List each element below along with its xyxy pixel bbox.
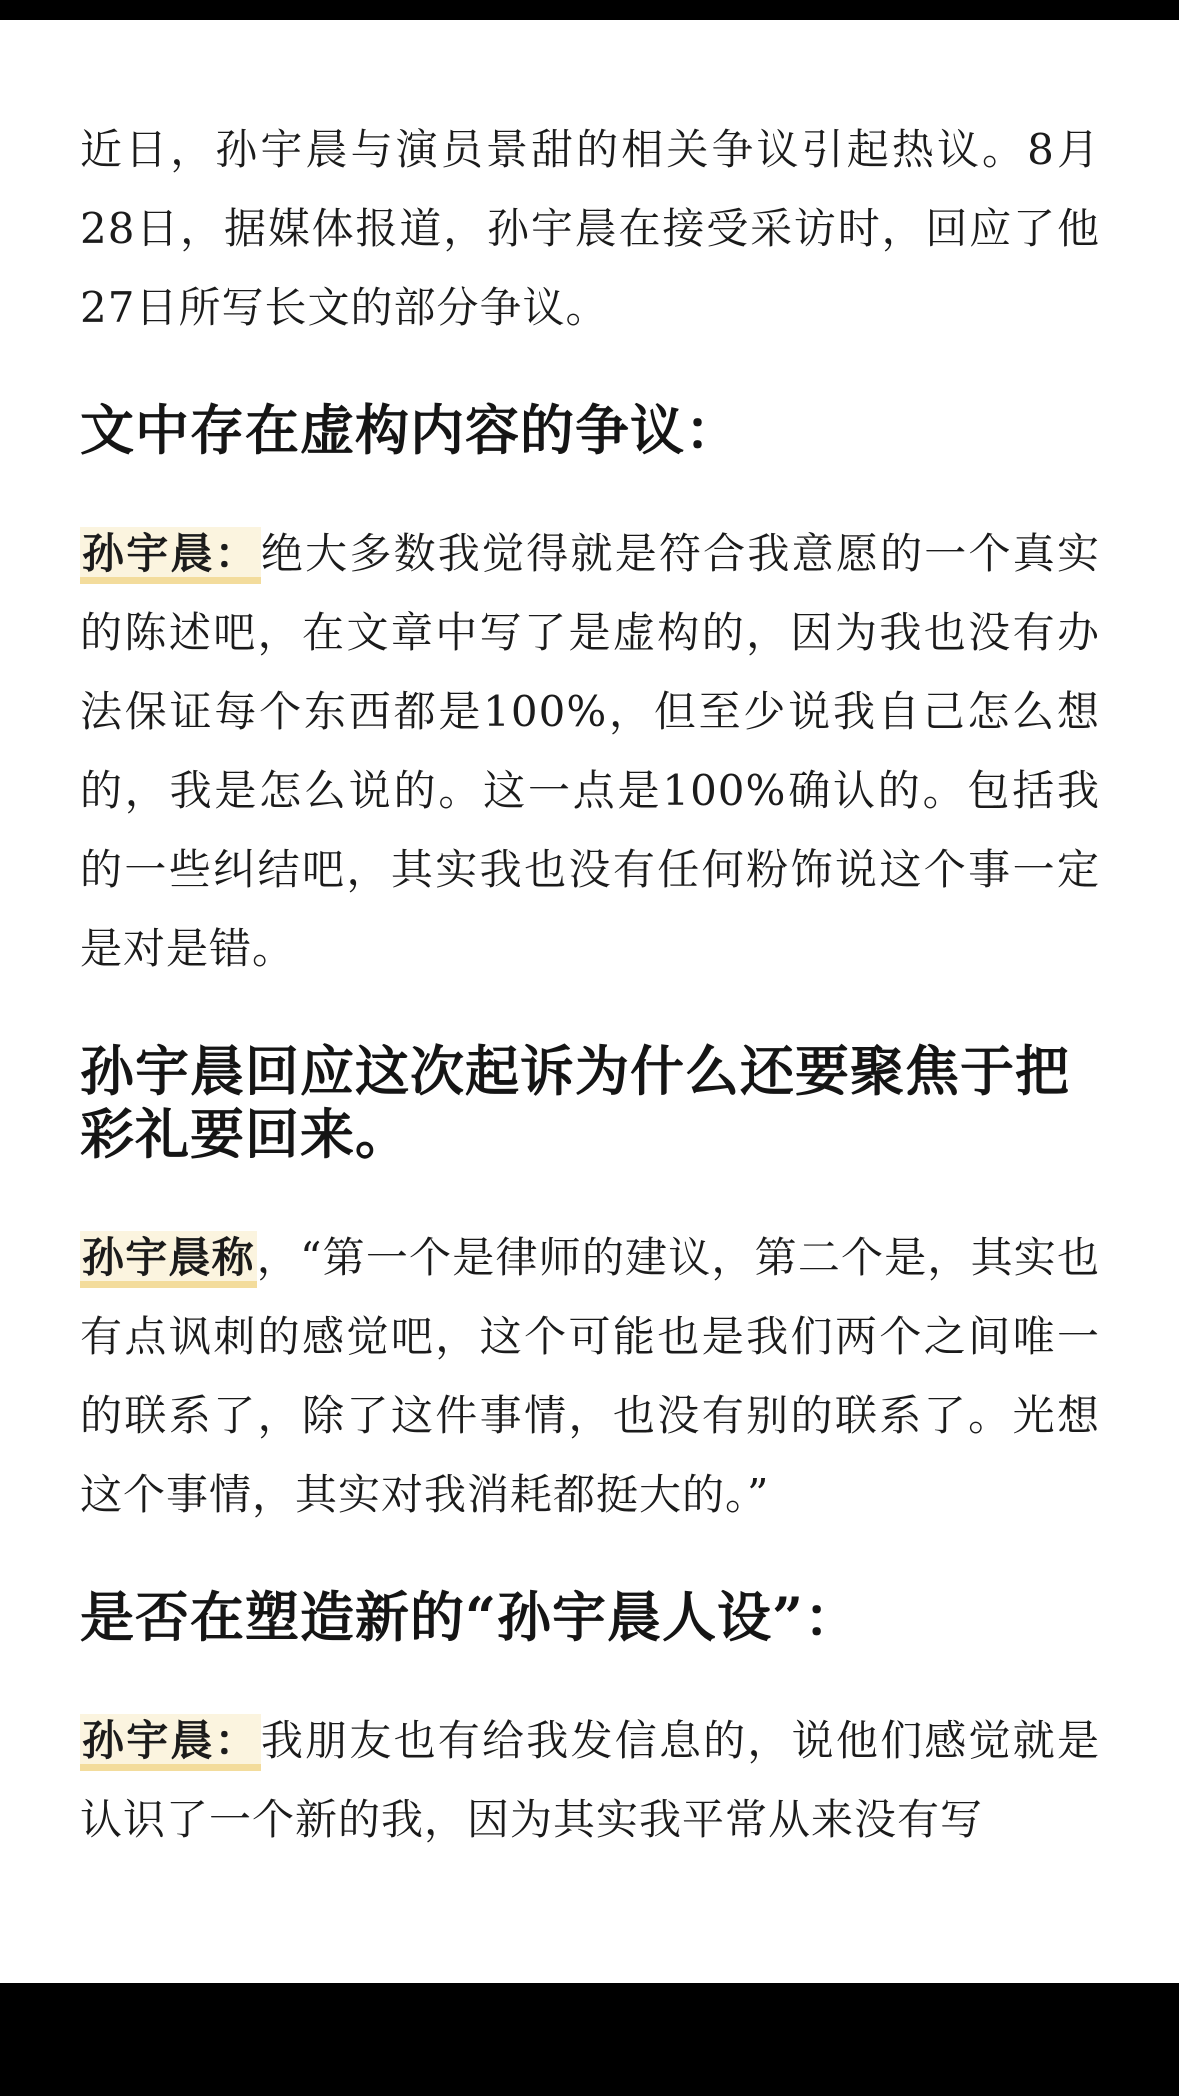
section-paragraph-lawsuit [80, 1218, 1100, 1534]
quote-text: 我朋友也有给我发信息的，说他们感觉就是认识了一个新的我，因为其实我平常从来没有写 [80, 1716, 1100, 1844]
bottom-black-bar [0, 1983, 1179, 2096]
section-heading-persona: 是否在塑造新的“孙宇晨人设”： [80, 1585, 860, 1649]
quote-text: ，“第一个是律师的建议，第二个是，其实也有点讽刺的感觉吧，这个可能也是我们两个之间唯一的联系了，除了这件事情，也没有别的联系了。光想这个事情，其实对我消耗都挺大的。” [80, 1233, 1100, 1519]
section-heading-fiction-dispute: 文中存在虚构内容的争议： [80, 398, 740, 462]
section-paragraph-fiction-dispute [80, 514, 1100, 988]
speaker-label: 孙宇晨： [80, 527, 261, 584]
section-paragraph-persona [80, 1701, 1100, 1859]
intro-paragraph: 近日，孙宇晨与演员景甜的相关争议引起热议。8月28日，据媒体报道，孙宇晨在接受采访时，回应了他27日所写长文的部分争议。 [80, 125, 1100, 332]
quote-text: 绝大多数我觉得就是符合我意愿的一个真实的陈述吧，在文章中写了是虚构的，因为我也没有办法保证每个东西都是100%，但至少说我自己怎么想的，我是怎么说的。这一点是100%确认的。包括我的一些纠结吧，其实我也没有任何粉饰说这个事一定是对是错。 [80, 529, 1100, 973]
speaker-label: 孙宇晨称 [80, 1231, 257, 1288]
section-heading-lawsuit: 孙宇晨回应这次起诉为什么还要聚焦于把彩礼要回来。 [80, 1039, 1070, 1166]
article-content [80, 110, 1100, 1911]
top-status-bar [0, 0, 1179, 20]
speaker-label: 孙宇晨： [80, 1714, 261, 1771]
article-view[interactable] [0, 20, 1179, 1983]
